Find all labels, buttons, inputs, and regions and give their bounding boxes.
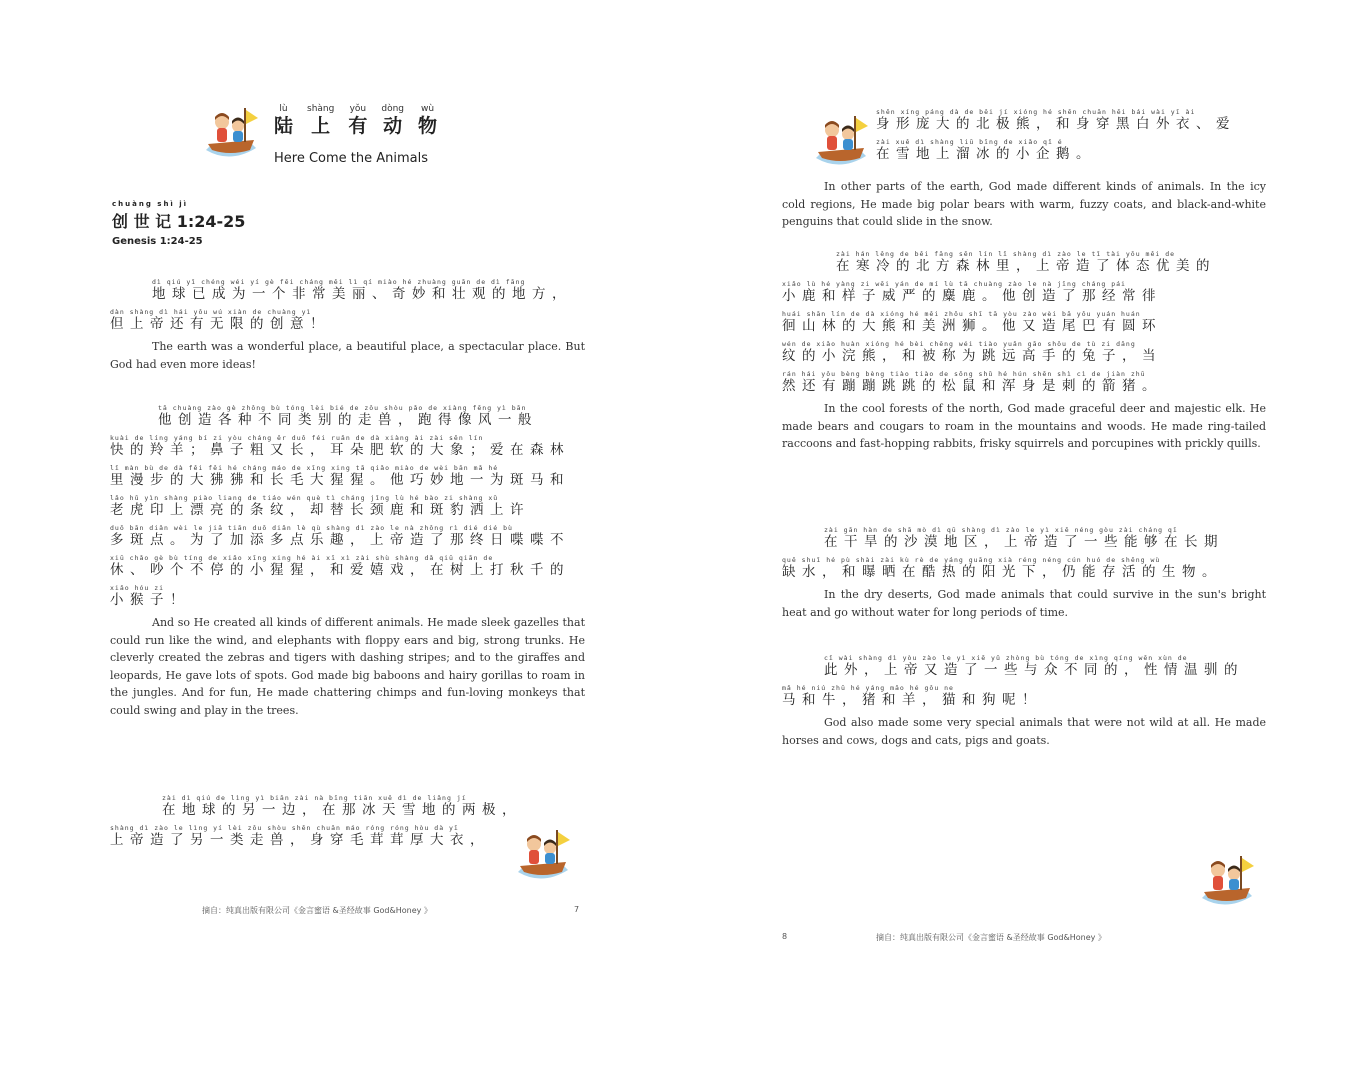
chinese-line: kuài de líng yáng bí zi yòu cháng ěr duǒ féi ruǎn de dà xiàng ài zài sēn lín 快的羚羊；鼻子粗又长，耳朵肥软的大象；爱在森林 bbox=[110, 434, 570, 458]
english-text: In other parts of the earth, God made different kinds of animals. In the icy cold regions, He made big polar bears with warm, fuzzy coats, and black-and-white penguins that could slide in the snow. bbox=[782, 180, 1266, 229]
paragraph-3 bbox=[782, 526, 1266, 621]
chinese-line: lǐ màn bù de dà fěi fěi hé cháng máo de xīng xing tā qiǎo miào de wèi bān mǎ hé 里漫步的大狒狒和长毛大猩猩。他巧妙地一为斑马和 bbox=[110, 464, 570, 488]
title-english: Here Come the Animals bbox=[274, 151, 429, 166]
paragraph-3 bbox=[110, 794, 530, 854]
chinese-line: zài gān hàn de shā mò dì qū shàng dì zào le yì xiē néng gòu zài cháng qī 在干旱的沙漠地区，上帝造了一些能够在长期 bbox=[824, 526, 1224, 550]
paragraph-1-chinese bbox=[876, 108, 1266, 168]
chinese-line: dì qiú yǐ chéng wéi yí gè fēi cháng měi lì qí miào hé zhuàng guān de dì fāng 地球已成为一个非常美丽、奇妙和壮观的地方， bbox=[152, 278, 572, 302]
page-number: 8 bbox=[782, 932, 788, 941]
chinese-line: cǐ wài shàng dì yòu zào le yì xiē yǔ zhòng bù tóng de xìng qíng wēn xùn de 此外，上帝又造了一些与众不同的，性情温驯的 bbox=[824, 654, 1244, 678]
chinese-line: zài xuě dì shàng liū bīng de xiǎo qǐ é 在雪地上溜冰的小企鹅。 bbox=[876, 138, 1096, 162]
kids-boat-illustration bbox=[512, 822, 572, 888]
chinese-line: duō bān diǎn wèi le jiā tiān duō diǎn lè qù shàng dì zào le nà zhǒng rì dié dié bù 多斑点。为了加添多点乐趣，上帝造了那终日喋喋不 bbox=[110, 524, 570, 548]
paragraph-2 bbox=[110, 404, 585, 720]
chinese-line: shēn xíng páng dà de běi jí xióng hé shēn chuān hēi bái wài yī ài 身形庞大的北极熊，和身穿黑白外衣、爱 bbox=[876, 108, 1236, 132]
chinese-line: mǎ hé niú zhū hé yáng māo hé gǒu ne 马和牛，猪和羊，猫和狗呢！ bbox=[782, 684, 1042, 708]
chinese-line: huái shān lín de dà xióng hé měi zhōu shī tā yòu zào wèi bā yǒu yuán huán 徊山林的大熊和美洲狮。他又造尾巴有圆环 bbox=[782, 310, 1162, 334]
chinese-line: xiū chǎo gè bù tíng de xiǎo xīng xing hé ài xī xì zài shù shàng dǎ qiū qiān de 休、吵个不停的小猩猩，和爱嬉戏，在树上打秋千的 bbox=[110, 554, 570, 578]
chinese-line: zài hán lěng de běi fāng sēn lín lǐ shàng dì zào le tǐ tài yōu měi de 在寒冷的北方森林里，上帝造了体态优美的 bbox=[836, 250, 1216, 274]
scripture-reference bbox=[112, 200, 245, 247]
paragraph-2 bbox=[782, 250, 1266, 453]
paragraph-1 bbox=[110, 278, 585, 373]
paragraph-1-english bbox=[782, 176, 1266, 231]
paragraph-4 bbox=[782, 654, 1266, 749]
english-text: In the dry deserts, God made animals that could survive in the sun's bright heat and go without water for long periods of time. bbox=[782, 588, 1266, 619]
chinese-line: dàn shàng dì hái yǒu wú xiàn de chuàng yì 但上帝还有无限的创意！ bbox=[110, 308, 330, 332]
footer-credit: 摘自：纯真出版有限公司《金言蜜语 &圣经故事 God&Honey 》 bbox=[202, 906, 432, 915]
page-number: 7 bbox=[574, 905, 580, 914]
right-page bbox=[684, 0, 1368, 1080]
chinese-line: zài dì qiú de lìng yì biān zài nà bīng tiān xuě dì de liǎng jí 在地球的另一边，在那冰天雪地的两极， bbox=[162, 794, 522, 818]
reference-english: Genesis 1:24-25 bbox=[112, 236, 203, 247]
kids-boat-illustration bbox=[810, 108, 870, 174]
chinese-line: rán hái yǒu bèng bèng tiào tiào de sōng shǔ hé hún shēn shì cì de jiàn zhū 然还有蹦蹦跳跳的松鼠和浑身是刺的箭猪。 bbox=[782, 370, 1162, 394]
title-chinese: lù 陆 shàng 上 yǒu 有 dòng 动 wù 物 bbox=[274, 104, 438, 137]
english-text: And so He created all kinds of different animals. He made sleek gazelles that could run like the wind, and elephants with floppy ears and big, strong trunks. He cleverly created the zebras and tigers with dashing stripes; and to the giraffes and leopards, He gave lots of spots. God made big baboons and hairy gorillas to roam in the jungles. And for fun, He made chattering chimps and fun-loving monkeys that could swing and play in the trees. bbox=[110, 616, 585, 717]
chinese-line: wén de xiǎo huàn xióng hé bèi chēng wéi tiào yuǎn gāo shǒu de tù zi dāng 纹的小浣熊，和被称为跳远高手的兔子，当 bbox=[782, 340, 1162, 364]
chinese-line: xiǎo hóu zi 小猴子！ bbox=[110, 584, 190, 608]
chinese-line: lǎo hǔ yìn shàng piào liang de tiáo wén què tì cháng jǐng lù hé bào zi shàng xǔ 老虎印上漂亮的条纹，却替长颈鹿和斑豹洒上许 bbox=[110, 494, 530, 518]
chinese-line: tā chuàng zào gè zhǒng bù tóng lèi bié de zǒu shòu pǎo de xiàng fēng yì bān 他创造各种不同类别的走兽，跑得像风一般 bbox=[158, 404, 538, 428]
reference-chinese: 创 世 记 1:24-25 bbox=[112, 212, 246, 231]
chinese-line: quē shuǐ hé pù shài zài kù rè de yáng guāng xià réng néng cún huó de shēng wù 缺水，和曝晒在酷热的阳光下，仍能存活的生物。 bbox=[782, 556, 1222, 580]
title-block bbox=[274, 104, 534, 166]
kids-boat-illustration bbox=[1196, 848, 1256, 914]
kids-boat-illustration bbox=[200, 100, 260, 166]
english-text: The earth was a wonderful place, a beautiful place, a spectacular place. But God had even more ideas! bbox=[110, 340, 585, 371]
english-text: In the cool forests of the north, God made graceful deer and majestic elk. He made bears and cougars to roam in the mountains and woods. He made ring-tailed raccoons and fast-hopping rabbits, frisky squirrels and porcupines with prickly quills. bbox=[782, 402, 1266, 451]
footer-credit: 摘自：纯真出版有限公司《金言蜜语 &圣经故事 God&Honey 》 bbox=[876, 933, 1106, 942]
reference-pinyin: chuàng shì jì bbox=[112, 200, 189, 208]
chinese-line: shàng dì zào le lìng yí lèi zǒu shòu shēn chuān máo róng róng hòu dà yī 上帝造了另一类走兽，身穿毛茸茸厚大衣， bbox=[110, 824, 490, 848]
english-text: God also made some very special animals that were not wild at all. He made horses and cows, dogs and cats, pigs and goats. bbox=[782, 716, 1266, 747]
chinese-line: xiǎo lù hé yàng zi wēi yán de mí lù tā chuàng zào le nà jīng cháng pái 小鹿和样子威严的麋鹿。他创造了那经常徘 bbox=[782, 280, 1162, 304]
